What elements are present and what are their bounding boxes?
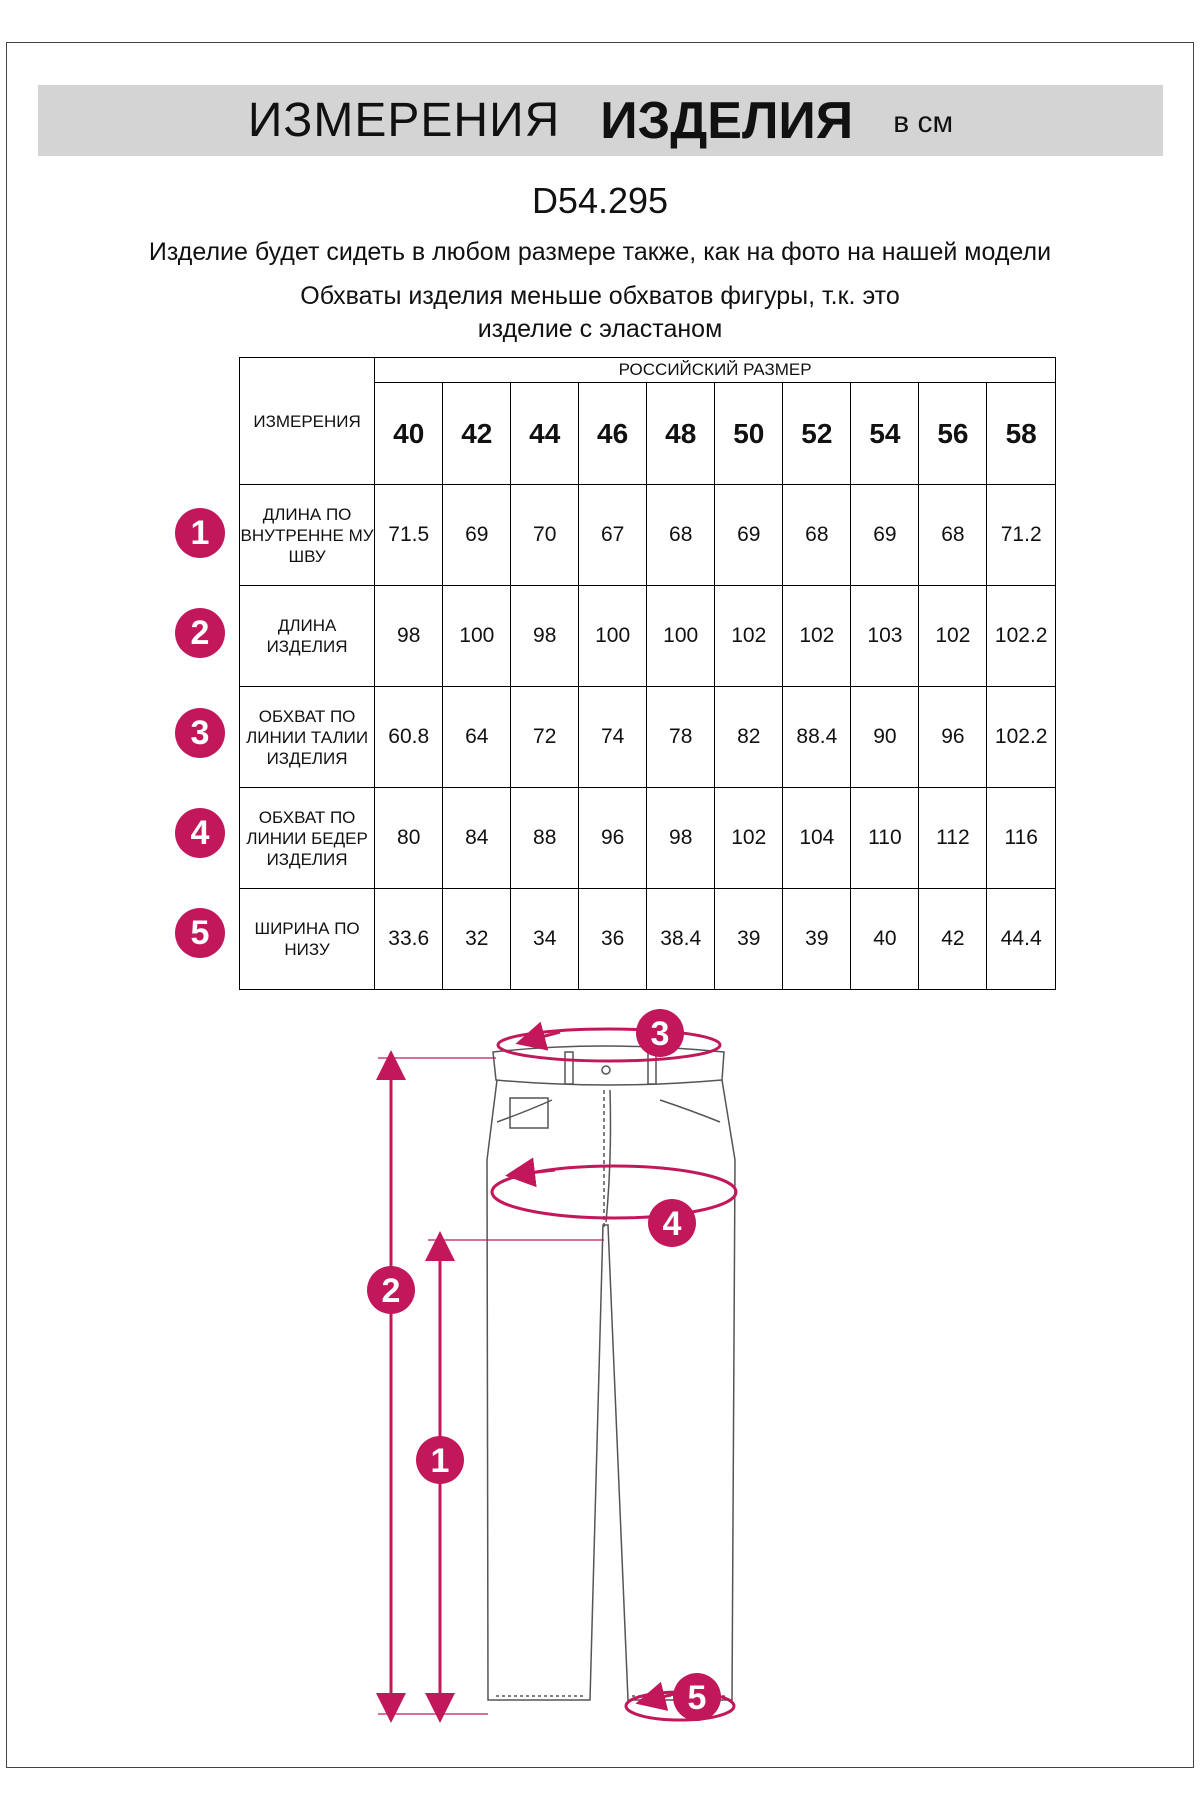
size-header: 48 — [647, 383, 715, 485]
table-cell: 102.2 — [987, 586, 1056, 687]
svg-text:2: 2 — [381, 1272, 401, 1310]
table-cell: 69 — [715, 485, 783, 586]
row-number-badge: 5 — [175, 908, 225, 958]
measurement-label: ДЛИНА ИЗДЕЛИЯ — [240, 586, 375, 687]
row-number-badge: 1 — [175, 508, 225, 558]
table-cell: 33.6 — [375, 889, 443, 990]
table-cell: 82 — [715, 687, 783, 788]
table-cell: 80 — [375, 788, 443, 889]
table-cell: 40 — [851, 889, 919, 990]
table-cell: 68 — [919, 485, 987, 586]
table-cell: 102.2 — [987, 687, 1056, 788]
measurement-label: ДЛИНА ПО ВНУТРЕННЕ МУ ШВУ — [240, 485, 375, 586]
table-cell: 39 — [715, 889, 783, 990]
table-cell: 112 — [919, 788, 987, 889]
size-header: 46 — [579, 383, 647, 485]
diagram-marker-5 — [673, 1673, 721, 1721]
diagram-marker-3 — [636, 1009, 684, 1057]
table-cell: 60.8 — [375, 687, 443, 788]
table-cell: 72 — [511, 687, 579, 788]
row-number-badge: 3 — [175, 708, 225, 758]
table-cell: 102 — [715, 586, 783, 687]
title-part1: ИЗМЕРЕНИЯ — [247, 94, 561, 147]
table-cell: 110 — [851, 788, 919, 889]
table-cell: 71.2 — [987, 485, 1056, 586]
table-cell: 103 — [851, 586, 919, 687]
measurements-header: ИЗМЕРЕНИЯ — [240, 358, 375, 485]
pants-outline — [487, 1046, 735, 1700]
table-cell: 102 — [783, 586, 851, 687]
table-cell: 38.4 — [647, 889, 715, 990]
table-cell: 78 — [647, 687, 715, 788]
table-cell: 102 — [715, 788, 783, 889]
diagram-marker-4 — [648, 1199, 696, 1247]
diagram-marker-1 — [416, 1436, 464, 1484]
table-cell: 98 — [375, 586, 443, 687]
table-cell: 70 — [511, 485, 579, 586]
table-cell: 71.5 — [375, 485, 443, 586]
table-cell: 42 — [919, 889, 987, 990]
svg-text:4: 4 — [662, 1205, 682, 1243]
diagram-marker-2 — [367, 1266, 415, 1314]
table-cell: 69 — [851, 485, 919, 586]
table-cell: 100 — [443, 586, 511, 687]
table-cell: 98 — [647, 788, 715, 889]
table-cell: 98 — [511, 586, 579, 687]
table-cell: 39 — [783, 889, 851, 990]
table-cell: 84 — [443, 788, 511, 889]
table-cell: 88.4 — [783, 687, 851, 788]
note-line1: Изделие будет сидеть в любом размере также, как на фото на нашей модели — [148, 238, 1052, 266]
table-cell: 68 — [647, 485, 715, 586]
size-system-header: РОССИЙСКИЙ РАЗМЕР — [375, 358, 1056, 383]
table-cell: 64 — [443, 687, 511, 788]
table-cell: 116 — [987, 788, 1056, 889]
table-cell: 32 — [443, 889, 511, 990]
table-cell: 88 — [511, 788, 579, 889]
size-header: 50 — [715, 383, 783, 485]
measurement-label: ШИРИНА ПО НИЗУ — [240, 889, 375, 990]
size-header: 58 — [987, 383, 1056, 485]
table-cell: 44.4 — [987, 889, 1056, 990]
svg-text:1: 1 — [430, 1442, 450, 1480]
table-cell: 69 — [443, 485, 511, 586]
table-cell: 104 — [783, 788, 851, 889]
svg-text:3: 3 — [650, 1015, 670, 1053]
title-part2: ИЗДЕЛИЯ — [600, 91, 854, 150]
waist-ellipse — [498, 1029, 720, 1061]
measurement-label: ОБХВАТ ПО ЛИНИИ ТАЛИИ ИЗДЕЛИЯ — [240, 687, 375, 788]
note-line2: Обхваты изделия меньше обхватов фигуры, т.к. это изделие с эластаном — [300, 282, 900, 343]
table-cell: 74 — [579, 687, 647, 788]
table-cell: 100 — [579, 586, 647, 687]
table-cell: 90 — [851, 687, 919, 788]
size-header: 40 — [375, 383, 443, 485]
table-cell: 96 — [919, 687, 987, 788]
svg-text:5: 5 — [687, 1679, 707, 1717]
row-number-badge: 2 — [175, 608, 225, 658]
table-cell: 68 — [783, 485, 851, 586]
table-cell: 102 — [919, 586, 987, 687]
size-header: 56 — [919, 383, 987, 485]
table-cell: 67 — [579, 485, 647, 586]
table-cell: 96 — [579, 788, 647, 889]
size-header: 52 — [783, 383, 851, 485]
title-unit: в см — [893, 105, 954, 139]
measurement-label: ОБХВАТ ПО ЛИНИИ БЕДЕР ИЗДЕЛИЯ — [240, 788, 375, 889]
size-header: 42 — [443, 383, 511, 485]
row-number-badge: 4 — [175, 808, 225, 858]
size-header: 54 — [851, 383, 919, 485]
size-header: 44 — [511, 383, 579, 485]
table-cell: 100 — [647, 586, 715, 687]
product-code: D54.295 — [531, 180, 669, 221]
table-cell: 34 — [511, 889, 579, 990]
hip-arrow — [520, 1170, 555, 1174]
guide-lines — [378, 1058, 604, 1714]
table-cell: 36 — [579, 889, 647, 990]
